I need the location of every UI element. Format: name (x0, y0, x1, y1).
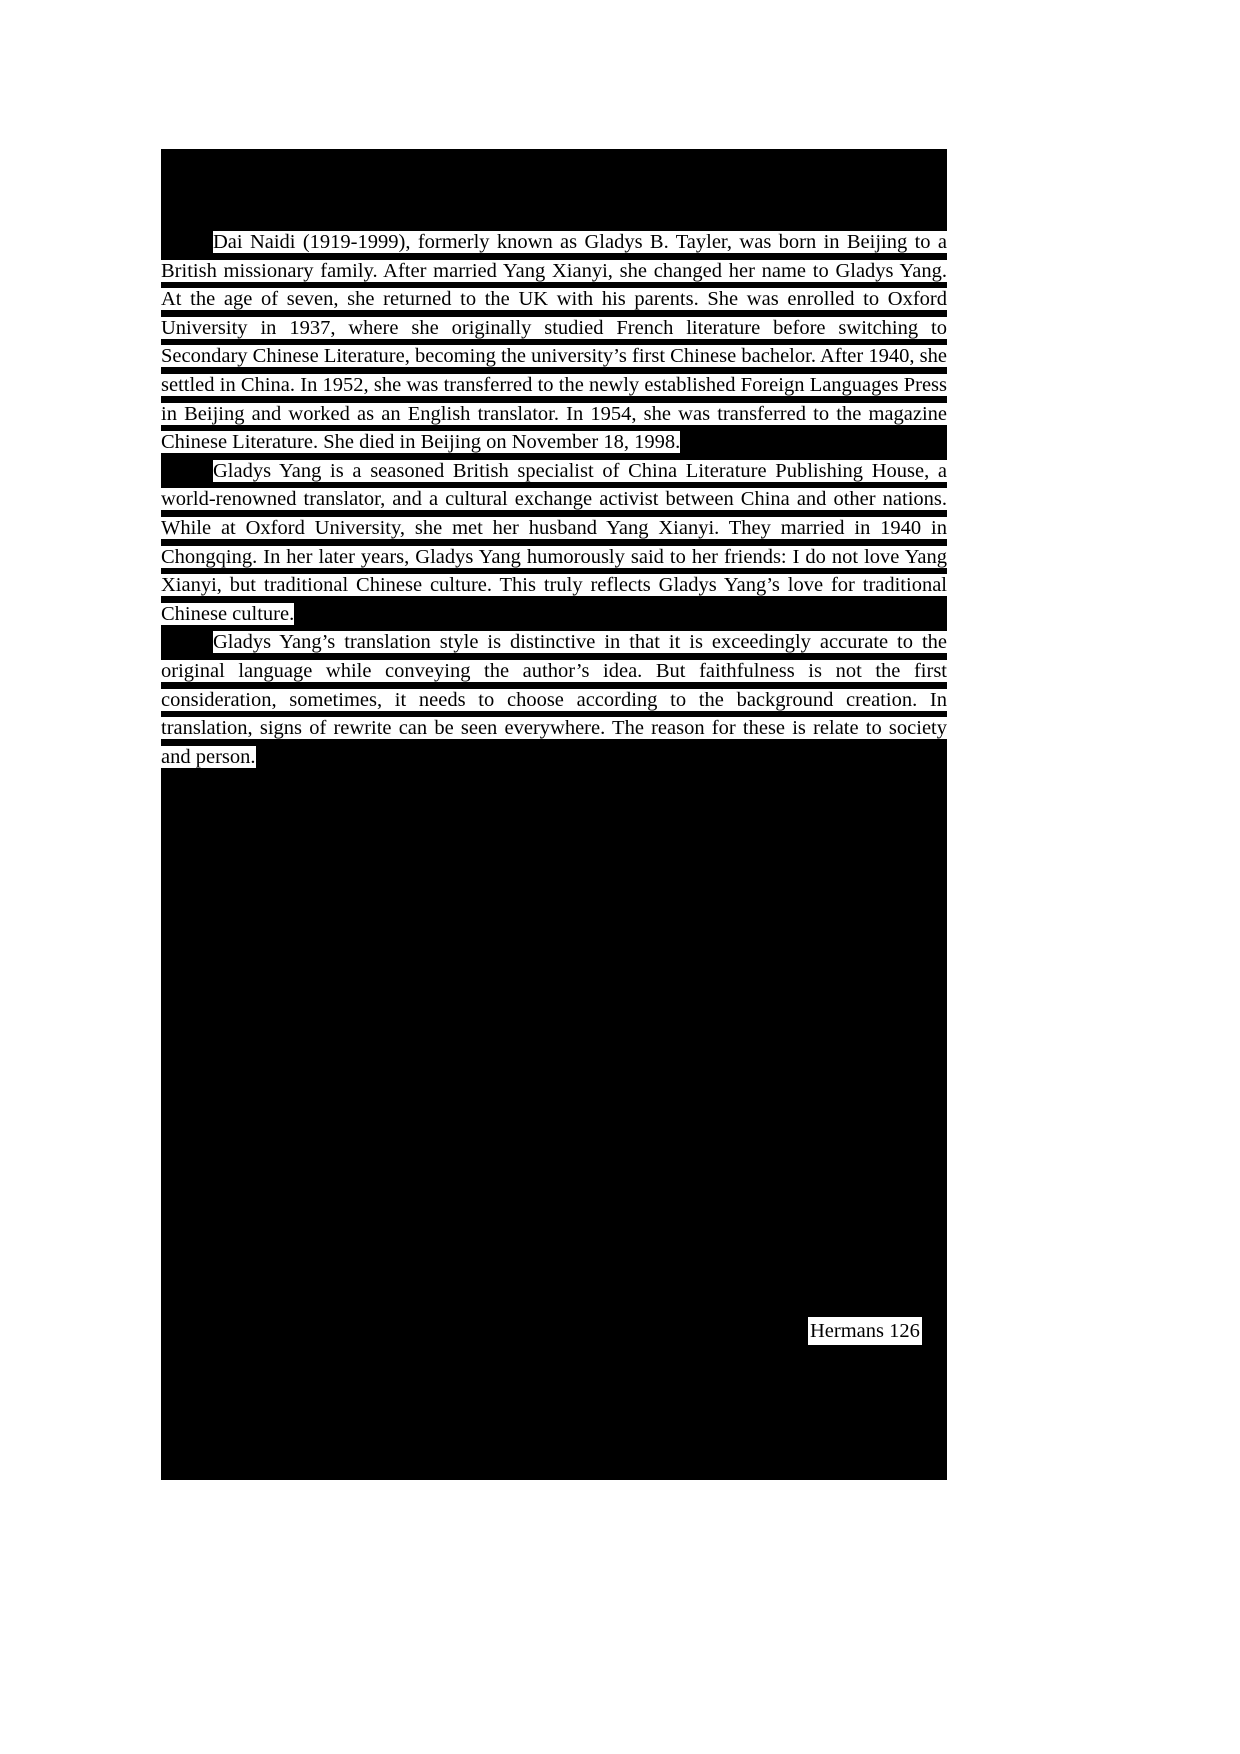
body-text-column (161, 228, 947, 771)
paragraph-1-text: Dai Naidi (1919-1999), formerly known as Gladys B. Tayler, was born in Beijing to a British missionary family. After married Yang Xianyi, she changed her name to Gladys Yang. At the age of seven, she returned to the UK with his parents. She was enrolled to Oxford University in 1937, where she originally studied French literature before switching to Secondary Chinese Literature, becoming the university’s first Chinese bachelor. After 1940, she settled in China. In 1952, she was transferred to the newly established Foreign Languages Press in Beijing and worked as an English translator. In 1954, she was transferred to the magazine Chinese Literature. She died in Beijing on November 18, 1998. (161, 231, 947, 454)
footer-citation: Hermans 126 (808, 1317, 922, 1345)
paragraph-2-text: Gladys Yang is a seasoned British specialist of China Literature Publishing House, a world-renowned translator, and a cultural exchange activist between China and other nations. While at Oxford University, she met her husband Yang Xianyi. They married in 1940 in Chongqing. In her later years, Gladys Yang humorously said to her friends: I do not love Yang Xianyi, but traditional Chinese culture. This truly reflects Gladys Yang’s love for traditional Chinese culture. (161, 459, 947, 625)
paragraph-1 (161, 228, 947, 457)
paragraph-3 (161, 628, 947, 771)
paragraph-3-text: Gladys Yang’s translation style is distinctive in that it is exceedingly accurate to the original language while conveying the author’s idea. But faithfulness is not the first consideration, sometimes, it needs to choose according to the background creation. In translation, signs of rewrite can be seen everywhere. The reason for these is relate to society and person. (161, 631, 947, 768)
paragraph-2 (161, 457, 947, 629)
